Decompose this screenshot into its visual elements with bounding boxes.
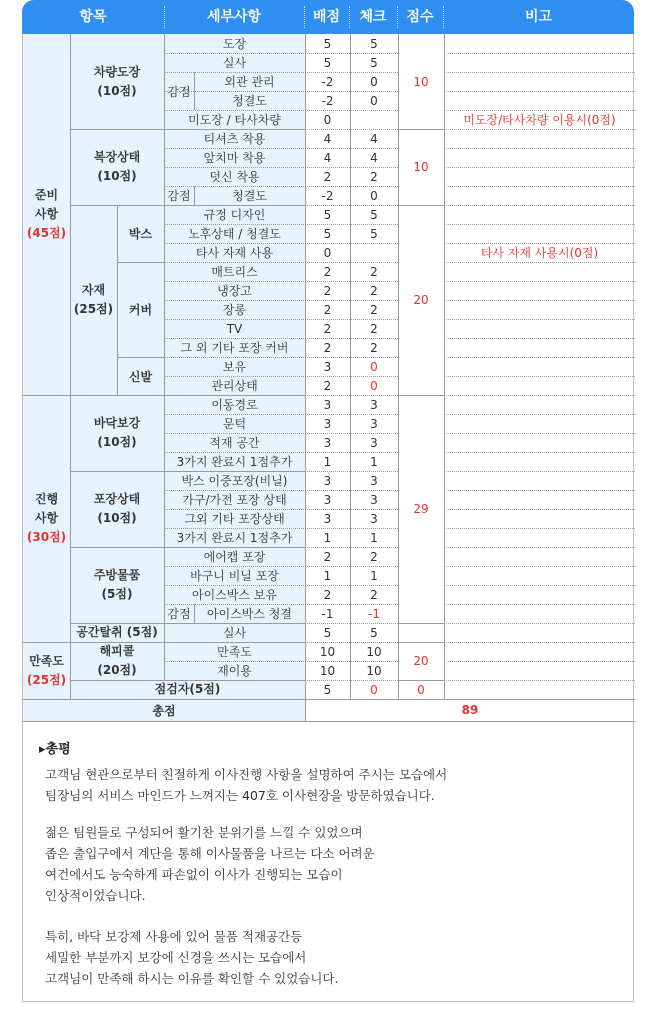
row-check: 5 [370, 625, 378, 640]
grid-line [444, 148, 635, 149]
row-max: 2 [323, 587, 332, 602]
evaluation-table [22, 34, 634, 718]
grid-line [164, 186, 398, 187]
grid-line [398, 642, 444, 643]
row-max: -2 [321, 188, 334, 203]
row-max: 0 [323, 245, 332, 260]
grid-line [444, 53, 635, 54]
grid-line [444, 623, 635, 624]
row-item: 아이스박스 보유 [164, 585, 305, 604]
group-label-3: 바닥보강 (10점) [70, 395, 164, 471]
row-item: 청결도 [194, 91, 305, 110]
row-max: 5 [323, 226, 332, 241]
summary-line: 세밀한 부분까지 보강에 신경을 쓰시는 모습에서 [45, 950, 307, 965]
row-max: 2 [323, 283, 332, 298]
total-label: 총점 [23, 699, 305, 721]
grid-line [70, 680, 305, 681]
row-item: 청결도 [194, 186, 305, 205]
row-max: 3 [323, 416, 332, 431]
category-label-0 [23, 34, 70, 395]
grid-line [164, 566, 398, 567]
row-check: 4 [370, 131, 378, 146]
grid-line [164, 148, 398, 149]
grid-line [164, 452, 398, 453]
grid-line [350, 34, 351, 699]
row-check: 2 [370, 321, 378, 336]
row-max: 2 [323, 340, 332, 355]
row-check: 0 [370, 359, 378, 374]
row-max: 2 [323, 378, 332, 393]
row-item: 박스 이중포장(비닐) [164, 471, 305, 490]
summary-line: 여건에서도 능숙하게 파손없이 이사가 진행되는 모습이 [45, 867, 343, 882]
row-max: 5 [323, 36, 332, 51]
row-item: 3가지 완료시 1점추가 [164, 528, 305, 547]
row-note: 미도장/타사차량 이용시(0점) [463, 113, 616, 127]
row-check: 3 [370, 435, 378, 450]
row-item: 재이용 [164, 661, 305, 680]
score-cell: 20 [413, 654, 429, 668]
grid-line [164, 281, 398, 282]
header-separator [304, 6, 305, 28]
summary-line: 고객님이 만족해 하시는 이유를 확인할 수 있었습니다. [45, 971, 339, 986]
row-max: 4 [323, 131, 332, 146]
grid-line [305, 34, 306, 721]
grid-line [70, 471, 305, 472]
row-item: 만족도 [164, 642, 305, 661]
row-item: 보유 [164, 357, 305, 376]
grid-line [398, 34, 399, 699]
row-item: 관리상태 [164, 376, 305, 395]
row-item: 미도장 / 타사차량 [164, 110, 305, 129]
score-cell: 10 [413, 160, 429, 174]
grid-line [444, 205, 635, 206]
row-max: 2 [323, 302, 332, 317]
grid-line [164, 338, 398, 339]
row-max: 3 [323, 511, 332, 526]
category-label-0-score: (45점) [26, 226, 67, 240]
grid-line [23, 699, 635, 700]
summary-line: 특히, 바닥 보강제 사용에 있어 물품 적재공간등 [45, 929, 303, 944]
group-label-7: 해피콜 (20점) [70, 642, 164, 680]
grid-line [117, 205, 118, 395]
grid-line [444, 224, 635, 225]
grid-line [444, 452, 635, 453]
row-check: 5 [370, 36, 378, 51]
table-header [22, 0, 634, 34]
grid-line [164, 34, 165, 680]
header-item: 항목 [79, 9, 107, 25]
grid-line [444, 34, 445, 699]
row-check: 0 [370, 682, 378, 697]
row-check: 2 [370, 302, 378, 317]
row-item: 그외 기타 포장상태 [164, 509, 305, 528]
header-separator [443, 6, 444, 28]
row-max: 2 [323, 169, 332, 184]
grid-line [164, 167, 398, 168]
grid-line [164, 243, 398, 244]
grid-line [444, 395, 635, 396]
grid-line [398, 129, 444, 130]
row-check: 2 [370, 264, 378, 279]
row-item: 가구/가전 포장 상태 [164, 490, 305, 509]
header-score: 점수 [406, 9, 434, 25]
summary-paragraph [45, 764, 615, 806]
grid-line [444, 338, 635, 339]
row-item: 아이스박스 청결 [194, 604, 305, 623]
grid-line [444, 433, 635, 434]
category-label-1 [23, 395, 70, 642]
grid-line [444, 357, 635, 358]
row-max: 2 [323, 549, 332, 564]
grid-line [70, 129, 305, 130]
row-item: 규정 디자인 [164, 205, 305, 224]
row-max: 3 [323, 435, 332, 450]
row-max: 5 [323, 55, 332, 70]
summary-title: ▸총평 [39, 742, 71, 757]
row-check: 0 [370, 93, 378, 108]
row-max: 4 [323, 150, 332, 165]
row-check: 3 [370, 397, 378, 412]
category-label-2 [23, 642, 70, 699]
grid-line [398, 395, 444, 396]
header-check: 체크 [359, 9, 387, 25]
grid-line [70, 205, 305, 206]
row-max: 3 [323, 359, 332, 374]
header-separator [164, 6, 165, 28]
row-item: 실사 [164, 623, 305, 642]
grid-line [164, 262, 398, 263]
grid-line [444, 186, 635, 187]
evaluation-sheet [22, 0, 634, 718]
row-item: 외관 관리 [194, 72, 305, 91]
grid-line [70, 623, 305, 624]
grid-line [117, 262, 164, 263]
row-max: 3 [323, 492, 332, 507]
grid-line [164, 661, 398, 662]
grid-line [194, 186, 195, 205]
row-max: 1 [323, 568, 332, 583]
row-item: 매트리스 [164, 262, 305, 281]
category-label-2-score: (25점) [26, 672, 67, 687]
grid-line [164, 224, 398, 225]
grid-line [444, 471, 635, 472]
grid-line [444, 376, 635, 377]
row-max: 1 [323, 454, 332, 469]
grid-line [444, 243, 635, 244]
grid-line [398, 205, 444, 206]
row-check: 3 [370, 473, 378, 488]
grid-line [444, 91, 635, 92]
grid-line [444, 281, 635, 282]
row-check: 5 [370, 55, 378, 70]
row-note: 타사 자재 사용시(0점) [480, 246, 599, 260]
row-max: 10 [319, 644, 336, 659]
score-cell: 29 [413, 502, 429, 516]
score-cell: 0 [417, 682, 425, 697]
grid-line [444, 490, 635, 491]
grid-line [444, 414, 635, 415]
row-check [350, 110, 398, 129]
row-check: 2 [370, 169, 378, 184]
row-check [350, 243, 398, 262]
score-cell: 10 [413, 74, 429, 89]
grid-line [444, 585, 635, 586]
row-check: 1 [370, 568, 378, 583]
grid-line [164, 585, 398, 586]
grid-line [398, 680, 444, 681]
row-item: 노후상태 / 청결도 [164, 224, 305, 243]
grid-line [444, 262, 635, 263]
group-label-0: 차량도장 (10점) [70, 34, 164, 129]
grid-line [117, 357, 164, 358]
row-check: 1 [370, 530, 378, 545]
summary-line: 고객님 현관으로부터 친절하게 이사진행 사항을 설명하여 주시는 모습에서 [45, 767, 448, 782]
group-label-5: 주방물품 (5점) [70, 547, 164, 623]
summary-line: 좁은 출입구에서 계단을 통해 이사물품을 나르는 다소 어려운 [45, 846, 375, 861]
grid-line [164, 433, 398, 434]
subgroup-label-2: 신발 [117, 357, 164, 395]
group-label-6: 공간탈취 (5점) [70, 623, 164, 642]
summary-paragraph [45, 926, 615, 989]
row-item: 도장 [164, 34, 305, 53]
category-label-0-text: 준비 [34, 188, 59, 202]
deduct-label: 감점 [164, 604, 194, 623]
score-cell: 20 [413, 293, 429, 307]
row-max: 10 [319, 663, 336, 678]
row-item: 장롱 [164, 300, 305, 319]
row-max: 2 [323, 264, 332, 279]
grid-line [444, 319, 635, 320]
row-max: 2 [323, 321, 332, 336]
summary-line: 인상적이었습니다. [45, 888, 146, 903]
grid-line [194, 72, 195, 110]
row-check: 2 [370, 549, 378, 564]
grid-line [164, 490, 398, 491]
grid-line [194, 604, 195, 623]
summary-line: 젊은 팀원들로 구성되어 활기찬 분위기를 느낄 수 있었으며 [45, 825, 363, 840]
row-item: 냉장고 [164, 281, 305, 300]
row-check: -1 [368, 606, 380, 621]
group-label-8: 점검자(5점) [70, 680, 305, 699]
row-check: 3 [370, 416, 378, 431]
category-label-1-text: 진행 [34, 492, 59, 506]
row-max: -2 [321, 74, 334, 89]
row-item: 그 외 기타 포장 커버 [164, 338, 305, 357]
deduct-label: 감점 [164, 72, 194, 110]
row-item: 티셔츠 착용 [164, 129, 305, 148]
grid-line [444, 72, 635, 73]
row-check: 4 [370, 150, 378, 165]
deduct-label: 감점 [164, 186, 194, 205]
grid-line [444, 300, 635, 301]
row-check: 1 [370, 454, 378, 469]
row-item: 3가지 완료시 1점추가 [164, 452, 305, 471]
row-check: 3 [370, 511, 378, 526]
row-item: 덧신 착용 [164, 167, 305, 186]
grid-line [444, 680, 635, 681]
row-check: 5 [370, 226, 378, 241]
grid-line [164, 91, 398, 92]
row-check: 10 [366, 644, 382, 659]
grid-line [444, 110, 635, 111]
row-check: 3 [370, 492, 378, 507]
category-label-0-text: 사항 [34, 207, 59, 221]
row-item: 바구니 비닐 포장 [164, 566, 305, 585]
row-item: 타사 자재 사용 [164, 243, 305, 262]
grid-line [444, 167, 635, 168]
grid-line [164, 53, 398, 54]
row-check: 0 [370, 188, 378, 203]
grid-line [70, 34, 71, 699]
header-max: 배점 [312, 9, 341, 25]
row-item: 에어캡 포장 [164, 547, 305, 566]
grid-line [444, 129, 635, 130]
summary-section [22, 718, 634, 1002]
header-note: 비고 [524, 9, 553, 25]
grid-line [444, 528, 635, 529]
grid-line [444, 661, 635, 662]
row-item: TV [164, 319, 305, 338]
grid-line [164, 72, 398, 73]
header-separator [349, 6, 350, 28]
row-check: 0 [370, 378, 378, 393]
subgroup-label-1: 커버 [117, 262, 164, 357]
subgroup-label-0: 박스 [117, 205, 164, 262]
grid-line [398, 623, 444, 624]
grid-line [164, 604, 398, 605]
grid-line [164, 509, 398, 510]
row-max: 5 [323, 207, 332, 222]
row-item: 적재 공간 [164, 433, 305, 452]
row-item: 이동경로 [164, 395, 305, 414]
summary-line: 팀장님의 서비스 마인드가 느껴지는 407호 이사현장을 방문하였습니다. [45, 788, 435, 803]
total-value: 89 [461, 703, 479, 717]
row-max: -2 [321, 93, 334, 108]
header-detail: 세부사항 [206, 9, 262, 25]
row-max: 1 [323, 530, 332, 545]
grid-line [444, 642, 635, 643]
grid-line [70, 395, 305, 396]
row-item: 문턱 [164, 414, 305, 433]
grid-line [70, 547, 305, 548]
grid-line [164, 376, 398, 377]
row-check: 2 [370, 587, 378, 602]
row-check: 10 [366, 663, 382, 678]
grid-line [444, 566, 635, 567]
header-separator [397, 6, 398, 28]
grid-line [23, 642, 70, 643]
grid-line [444, 509, 635, 510]
category-label-1-text: 사항 [34, 511, 59, 525]
grid-line [23, 395, 70, 396]
row-check: 2 [370, 283, 378, 298]
row-check: 2 [370, 340, 378, 355]
summary-paragraph [45, 822, 615, 906]
row-max: -1 [321, 606, 334, 621]
grid-line [164, 357, 398, 358]
row-max: 5 [323, 682, 332, 697]
category-label-1-score: (30점) [26, 530, 67, 544]
row-item: 앞치마 착용 [164, 148, 305, 167]
grid-line [164, 319, 398, 320]
row-check: 5 [370, 207, 378, 222]
row-item: 실사 [164, 53, 305, 72]
row-max: 5 [323, 625, 332, 640]
grid-line [164, 414, 398, 415]
row-max: 0 [323, 112, 332, 127]
group-label-4: 포장상태 (10점) [70, 471, 164, 547]
grid-line [70, 642, 305, 643]
grid-line [444, 604, 635, 605]
grid-line [164, 528, 398, 529]
grid-line [164, 300, 398, 301]
row-max: 3 [323, 397, 332, 412]
row-check: 0 [370, 74, 378, 89]
group-label-2: 자재 (25점) [70, 205, 117, 395]
group-label-1: 복장상태 (10점) [70, 129, 164, 205]
grid-line [164, 110, 398, 111]
category-label-2-text: 만족도 [29, 653, 64, 668]
grid-line [444, 547, 635, 548]
row-max: 3 [323, 473, 332, 488]
